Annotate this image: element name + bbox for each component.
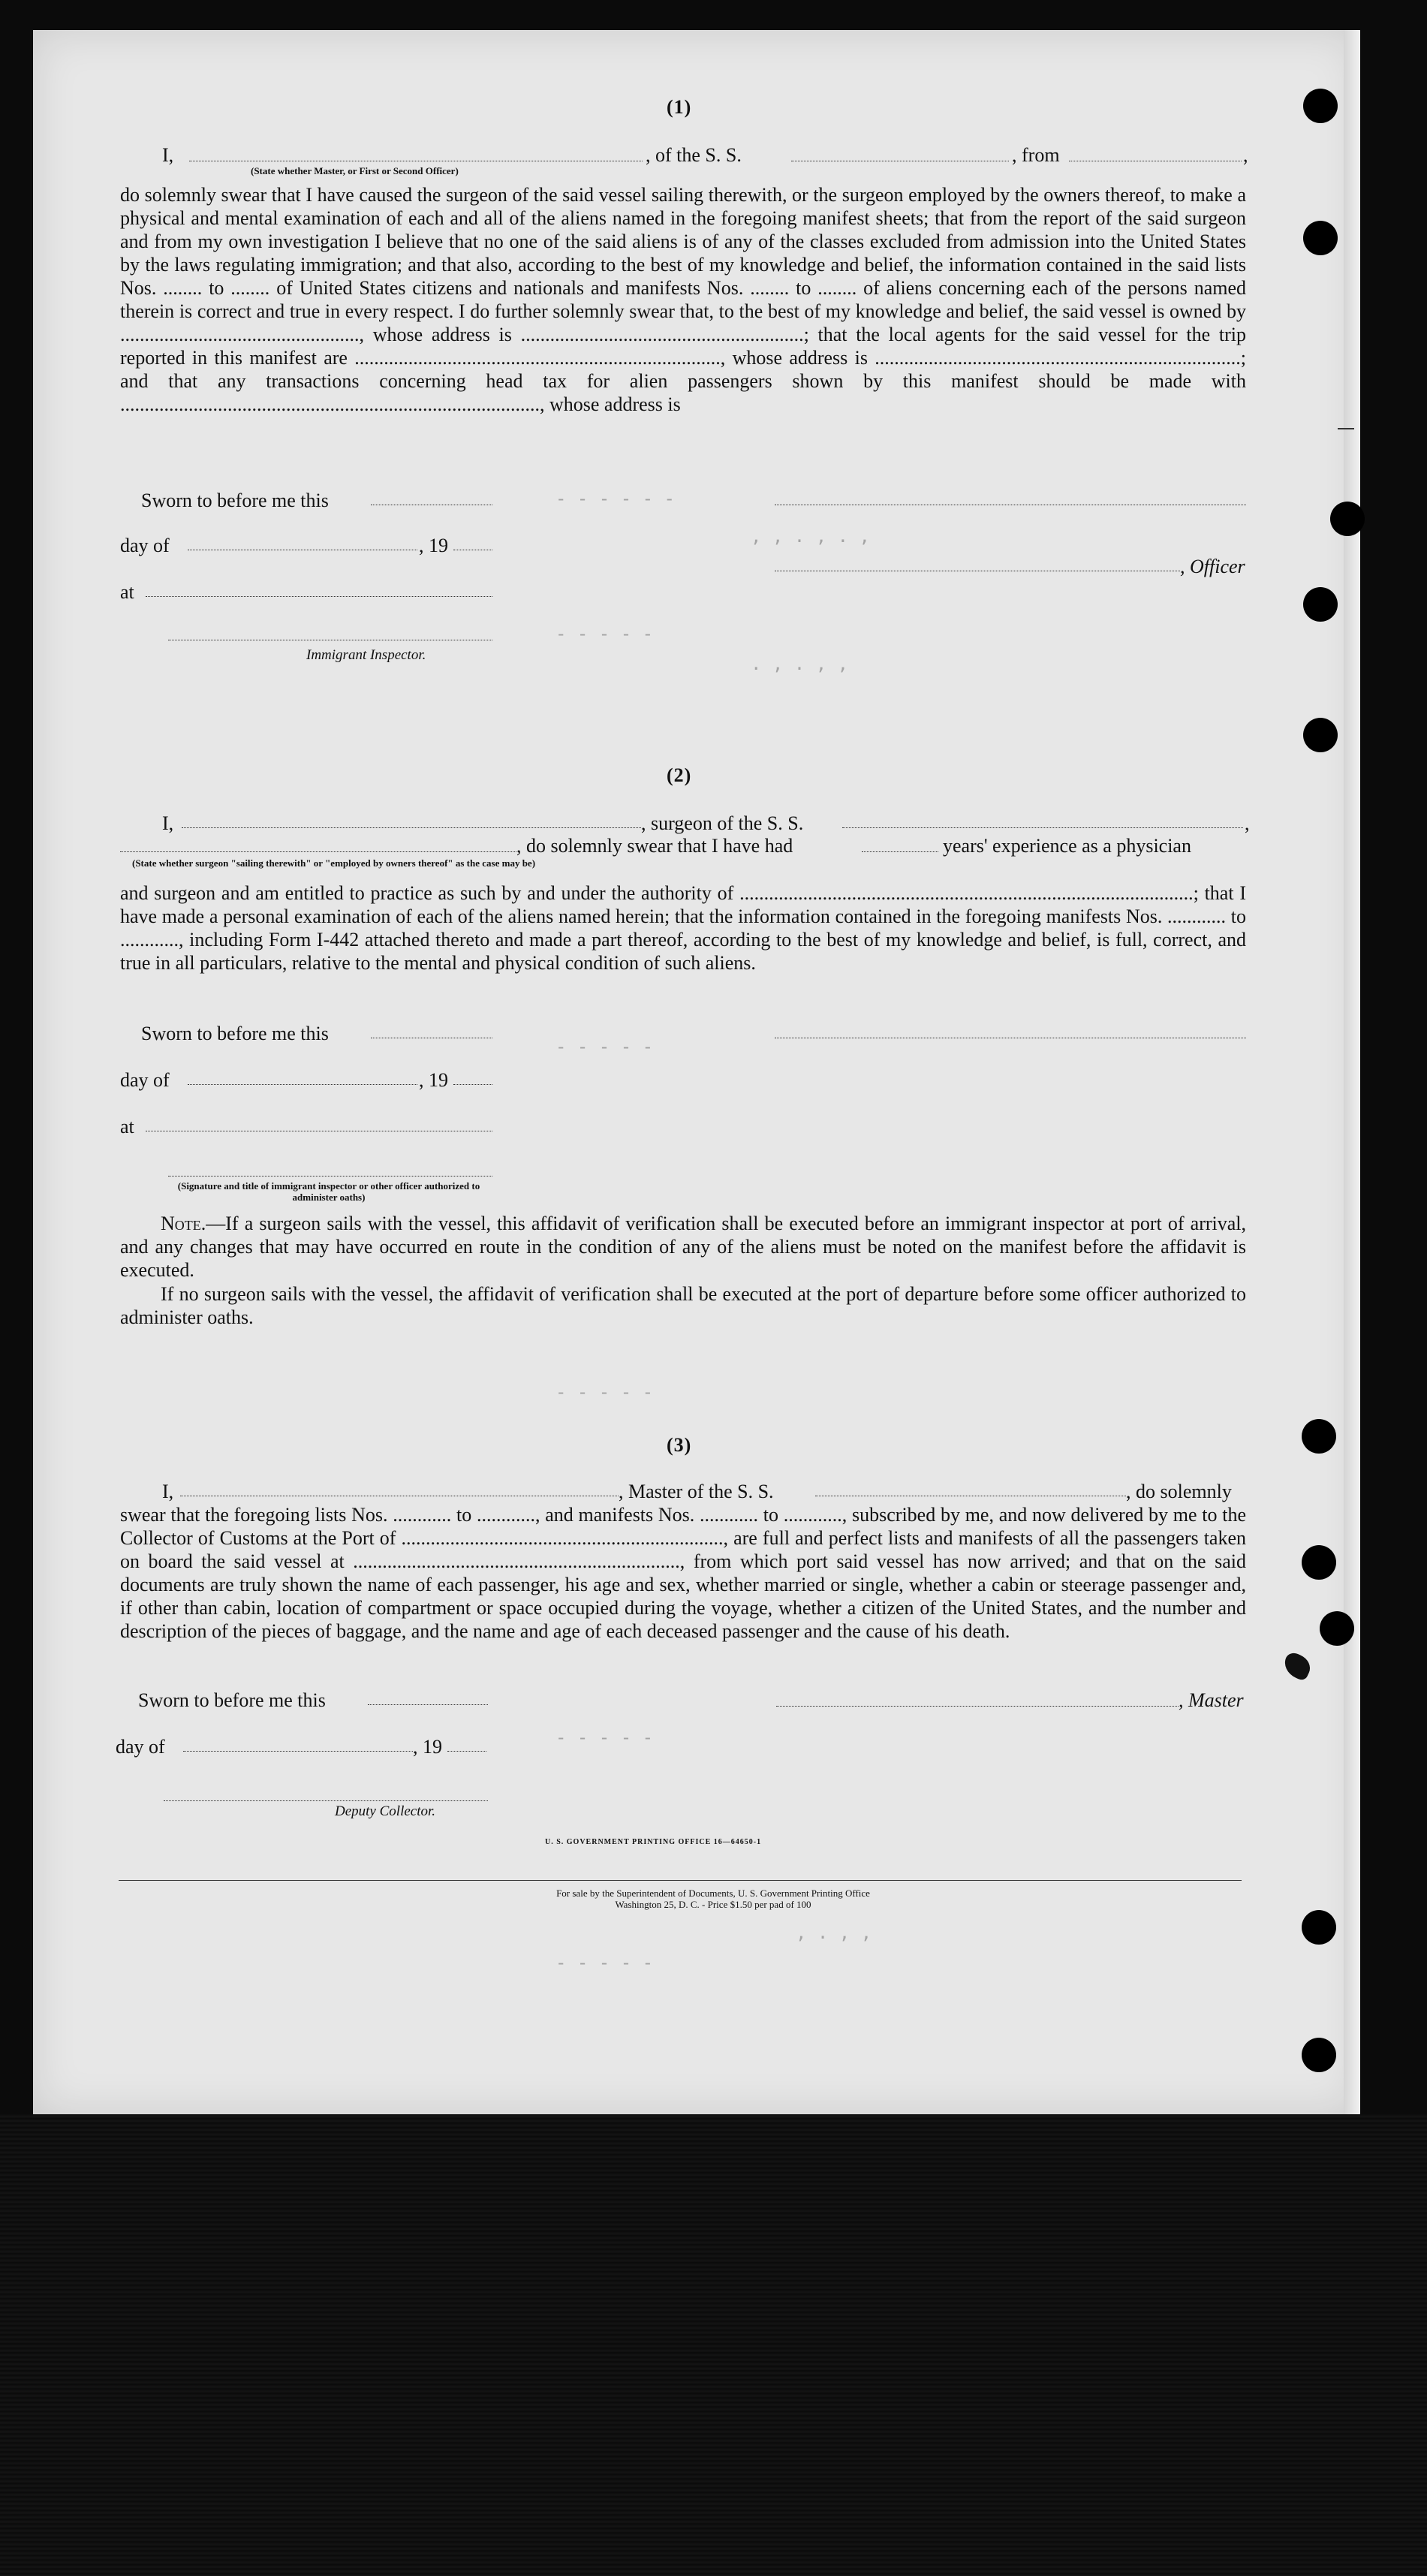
label-of-ss: , of the S. S. [646, 144, 742, 166]
officer-label: , Officer [1180, 556, 1245, 577]
sworn-label: Sworn to before me this [141, 1023, 329, 1044]
year-label: , 19 [419, 1069, 448, 1091]
printing-office-code: U. S. GOVERNMENT PRINTING OFFICE 16—64650-1 [545, 1838, 762, 1846]
section-heading: (1) [667, 96, 692, 118]
bleed-through: , , . , . , [751, 526, 870, 547]
surgeon-note: (State whether surgeon "sailing therewith" or "employed by owners thereof" as the case may be) [132, 857, 536, 869]
sworn-label: Sworn to before me this [141, 490, 329, 511]
page-edge [1344, 30, 1360, 2114]
punch-hole [1303, 718, 1338, 752]
sworn-label: Sworn to before me this [138, 1689, 326, 1711]
note-paragraph [120, 1212, 1246, 1282]
sale-line-1: For sale by the Superintendent of Documents, U. S. Government Printing Office [556, 1888, 870, 1899]
sale-line-2: Washington 25, D. C. - Price $1.50 per pad of 100 [615, 1899, 811, 1910]
bleed-through: - - - - - [555, 623, 654, 644]
day-label: day of [120, 535, 170, 556]
note-label: Note. [161, 1213, 206, 1234]
margin-mark [1338, 428, 1354, 429]
sworn-date-field[interactable] [368, 1704, 488, 1705]
label-master-of-ss: , Master of the S. S. [619, 1481, 774, 1502]
certifier-signature-field[interactable] [168, 1176, 492, 1177]
punch-hole [1303, 221, 1338, 255]
label-i: I, [162, 144, 174, 166]
collector-signature-field[interactable] [164, 1800, 488, 1801]
punch-hole [1302, 2038, 1336, 2072]
note-text: —If a surgeon sails with the vessel, this affidavit of verification shall be executed before an immigrant inspector at port of arrival, and any changes that may have occurred en route in the condition of any of the aliens must be noted on the manifest before the affidavit is executed. [120, 1213, 1246, 1281]
year-label: , 19 [413, 1736, 442, 1758]
surgeon-vessel-field[interactable] [842, 827, 1243, 828]
punch-hole [1302, 1545, 1336, 1580]
surgeon-body: and surgeon and am entitled to practice as such by and under the authority of .............................................................................................; that I have made a personal examination of each of the aliens named herein; that the information contained in the foregoing manifests Nos. ............ to ............, including Form I-442 attached thereto and made a part thereof, according to the best of my knowledge and belief, is full, correct, and true in all particulars, relative to the mental and physical condition of such aliens. [120, 882, 1246, 974]
master-signature-field[interactable] [776, 1706, 1179, 1707]
oath-body: do solemnly swear that I have caused the surgeon of the said vessel sailing therewith, or the surgeon employed by the owners thereof, to make a physical and mental examination of each and all of the aliens named in the foregoing manifest sheets; that from the report of the said surgeon and from my own investigation I believe that no one of the said aliens is of any of the classes excluded from admission into the United States by the laws regulating immigration; and that also, according to the best of my knowledge and belief, the information contained in the said lists Nos. ........ to ........ of United States citizens and nationals and manifests Nos. ........ to ........ of aliens concerning each of the persons named therein is correct and true in every respect. I do further solemnly swear that, to the best of my knowledge and belief, the said vessel is owned by ................................................., whose address is ..........................................................; that the local agents for the said vessel for the trip reported in this manifest are ..........................................................................., whose address is ...........................................................................; and that any transactions concerning head tax for alien passengers shown by this manifest should be made with ......................................................................................, whose address is [120, 184, 1246, 415]
punch-hole [1330, 502, 1365, 536]
label-comma: , [1245, 812, 1250, 834]
punch-hole [1302, 1910, 1336, 1945]
note-paragraph-2: If no surgeon sails with the vessel, the affidavit of verification shall be executed at the port of departure before some officer authorized to administer oaths. [120, 1283, 1246, 1328]
day-label: day of [120, 1069, 170, 1091]
bleed-through: . , . , , [751, 653, 849, 674]
day-label: day of [116, 1736, 165, 1758]
day-field[interactable] [188, 1084, 417, 1085]
footer-rule [119, 1880, 1242, 1881]
certifier-label: (Signature and title of immigrant inspector or other officer authorized to administer oaths) [177, 1180, 480, 1203]
label-from: , from [1012, 144, 1060, 166]
scan-background [0, 2114, 1427, 2576]
label-surgeon-of-ss: , surgeon of the S. S. [641, 812, 804, 834]
label-solemnly: , do solemnly [1126, 1481, 1232, 1502]
bleed-through: - - - - - [555, 1952, 654, 1973]
punch-hole [1320, 1611, 1354, 1646]
years-field[interactable] [862, 851, 938, 852]
surgeon-name-field[interactable] [182, 827, 641, 828]
master-body: swear that the foregoing lists Nos. ............ to ............, and manifests Nos. ............ to ............, subscribed by me, and now delivered by me to the Collector of Customs at the Port of .................................................................., are full and perfect lists and manifests of all the passengers taken on board the said vessel at ..................................................................., from which port said vessel has now arrived; and that on the said documents are truly shown the name of each passenger, his age and sex, whether married or single, whether a cabin or steerage passenger and, if other than cabin, location of compartment or space occupied during the voyage, whether a citizen of the United States, and the number and description of the pieces of baggage, and the name and age of each deceased passenger and the cause of his death. [120, 1504, 1246, 1642]
punch-hole [1302, 1419, 1336, 1454]
experience-label: years' experience as a physician [943, 835, 1191, 857]
label-i: I, [162, 812, 174, 834]
section-heading: (2) [667, 764, 692, 786]
oath-line [162, 144, 173, 167]
day-field[interactable] [183, 1751, 413, 1752]
year-field[interactable] [453, 1084, 492, 1085]
label-i: I, [162, 1481, 174, 1502]
bleed-through: - - - - - [555, 1727, 654, 1748]
punch-hole [1303, 89, 1338, 123]
master-label: , Master [1179, 1689, 1244, 1711]
at-label: at [120, 1116, 134, 1137]
bleed-through: , . , , [796, 1922, 872, 1943]
sale-notice [375, 1888, 1051, 1910]
at-label: at [120, 581, 134, 603]
officer-note: (State whether Master, or First or Second Officer) [251, 165, 459, 176]
surgeon-type-field[interactable] [120, 851, 516, 852]
inspector-label: Immigrant Inspector. [306, 647, 426, 663]
year-field[interactable] [447, 1751, 486, 1752]
year-label: , 19 [419, 535, 448, 556]
at-field[interactable] [146, 596, 492, 597]
swear-label: , do solemnly swear that I have had [516, 835, 793, 857]
section-heading: (3) [667, 1434, 692, 1456]
collector-label: Deputy Collector. [335, 1803, 436, 1819]
punch-hole [1303, 587, 1338, 622]
bleed-through: - - - - - [555, 1036, 654, 1057]
bleed-through: - - - - - [555, 1381, 654, 1402]
bleed-through: - - - - - - [555, 488, 675, 509]
label-comma: , [1243, 144, 1248, 166]
